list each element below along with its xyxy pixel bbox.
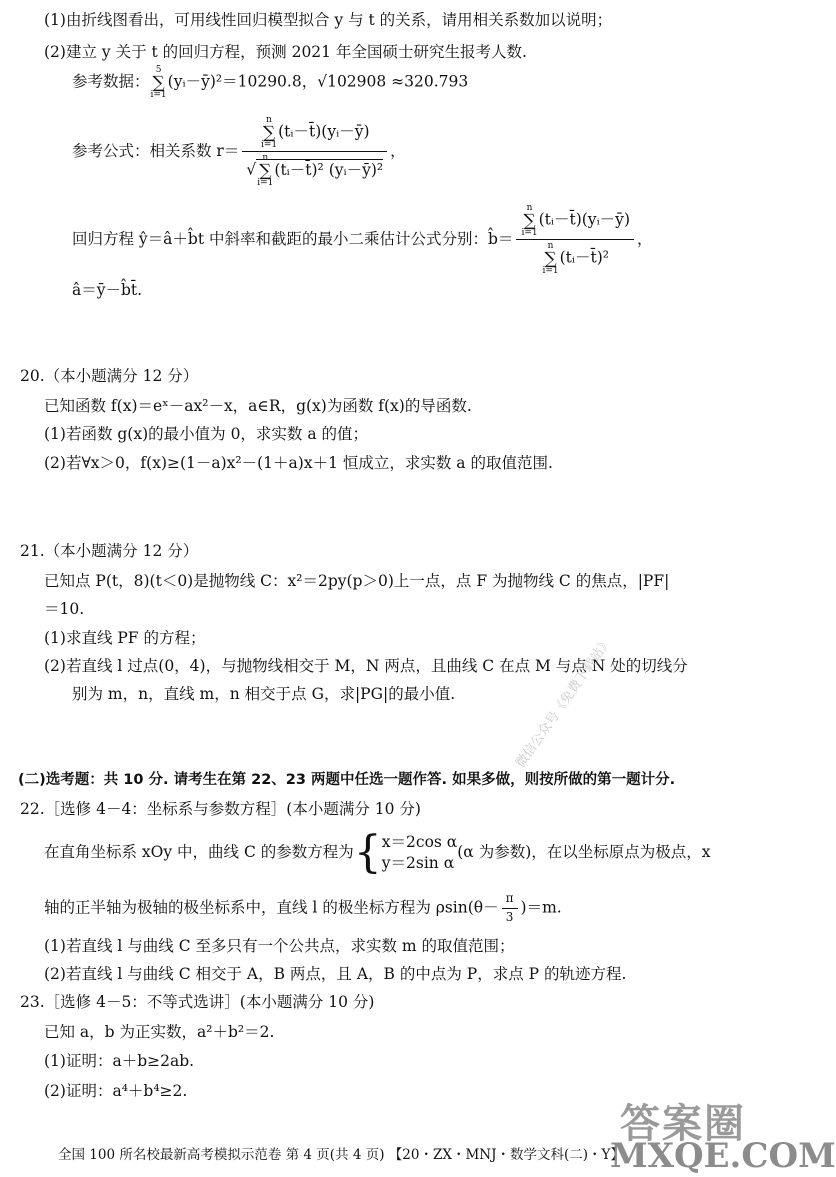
brace-symbol: {: [353, 827, 382, 878]
q21-line3: (1)求直线 PF 的方程；: [44, 629, 206, 647]
q22-line1-pre: 在直角坐标系 xOy 中，曲线 C 的参数方程为: [44, 843, 354, 862]
pi-numerator: π: [502, 892, 518, 909]
q22-line1: [44, 827, 711, 878]
q23-line2: (1)证明：a＋b≥2ab.: [44, 1052, 195, 1070]
b-numerator: (tᵢ－t̄)(yᵢ－ȳ): [538, 210, 630, 229]
ref-data-label: 参考数据：: [72, 72, 150, 91]
q22-line2-post: )＝m.: [520, 898, 562, 917]
param-eq-y: y＝2sin α: [381, 854, 455, 872]
q23-line3: (2)证明：a⁴＋b⁴≥2.: [44, 1082, 188, 1100]
q23-heading: 23.［选修 4－5：不等式选讲］(本小题满分 10 分): [20, 993, 375, 1011]
watermark-text: 微信公众号《免费下载站》: [513, 634, 616, 771]
regression-text: 回归方程 ŷ＝â＋b̂t 中斜率和截距的最小二乘估计公式分别：b̂＝: [72, 229, 514, 248]
q21-line1: 已知点 P(t，8)(t＜0)是抛物线 C：x²＝2py(p＞0)上一点，点 F 为抛物线 C 的焦点，|PF|: [44, 572, 670, 590]
q21-heading: 21.（本小题满分 12 分）: [20, 542, 199, 560]
parametric-system: [382, 832, 457, 874]
q19-part2: (2)建立 y 关于 t 的回归方程，预测 2021 年全国硕士研究生报考人数.: [44, 43, 527, 61]
q21-line2: ＝10.: [44, 600, 85, 618]
correlation-fraction: n ∑ i=1 (tᵢ－t̄)(yᵢ－ȳ) √ n ∑ i=1 (tᵢ－t̄)² (yᵢ－ȳ)²: [242, 116, 387, 187]
q20-heading: 20.（本小题满分 12 分）: [20, 367, 199, 385]
q19-reference-formula: 参考公式：相关系数 r＝ n ∑ i=1 (tᵢ－t̄)(yᵢ－ȳ) √ n ∑ i=1 (tᵢ－t̄)² (yᵢ－ȳ)² ，: [72, 115, 406, 188]
pi-over-3: [502, 892, 518, 925]
q22-heading: 22.［选修 4－4：坐标系与参数方程］(本小题满分 10 分): [20, 800, 421, 818]
q22-line1-post: (α 为参数)，在以坐标原点为极点，x: [457, 843, 711, 862]
q22-line2: [44, 892, 562, 925]
elective-heading: (二)选考题：共 10 分. 请考生在第 22、23 两题中任选一题作答. 如果多做，则按所做的第一题计分.: [18, 772, 676, 788]
q19-part1: (1)由折线图看出，可用线性回归模型拟合 y 与 t 的关系，请用相关系数加以说明；: [44, 11, 613, 29]
q20-line2: (1)若函数 g(x)的最小值为 0，求实数 a 的值；: [44, 425, 369, 443]
q21-line5: 别为 m，n，直线 m，n 相交于点 G，求|PG|的最小值.: [72, 685, 456, 703]
q19-regression-formula: 回归方程 ŷ＝â＋b̂t 中斜率和截距的最小二乘估计公式分别：b̂＝ n ∑ i=1 (tᵢ－t̄)(yᵢ－ȳ) n ∑ i=1 (tᵢ－t̄)² ，: [72, 203, 653, 276]
q22-line2-pre: 轴的正半轴为极轴的极坐标系中，直线 l 的极坐标方程为 ρsin(θ－: [44, 898, 499, 917]
q22-line3: (1)若直线 l 与曲线 C 至多只有一个公共点，求实数 m 的取值范围；: [44, 937, 515, 955]
site-logo-url: MXQE.COM: [610, 1136, 836, 1176]
q20-line3: (2)若∀x＞0，f(x)≥(1－a)x²－(1＋a)x＋1 恒成立，求实数 a 的取值范围.: [44, 454, 553, 472]
sigma-symbol: 5 ∑ i=1: [150, 65, 167, 100]
site-logo: 答案圈: [620, 1100, 746, 1147]
ref-data-expr: (yᵢ－ȳ)²＝10290.8，√102908 ≈320.793: [167, 72, 469, 91]
b-denominator: (tᵢ－t̄)²: [559, 248, 609, 267]
q19-reference-data: [72, 66, 468, 99]
param-eq-x: x＝2cos α: [381, 833, 458, 852]
r-numerator: (tᵢ－t̄)(yᵢ－ȳ): [278, 122, 370, 141]
q22-line4: (2)若直线 l 与曲线 C 相交于 A，B 两点，且 A，B 的中点为 P，求点 P 的轨迹方程.: [44, 965, 627, 983]
pi-denominator: 3: [505, 909, 514, 924]
q21-line4: (2)若直线 l 过点(0，4)，与抛物线相交于 M，N 两点，且曲线 C 在点 M 与点 N 处的切线分: [44, 657, 688, 675]
slope-fraction: n ∑ i=1 (tᵢ－t̄)(yᵢ－ȳ) n ∑ i=1 (tᵢ－t̄)²: [516, 204, 634, 275]
ref-formula-label: 参考公式：相关系数 r＝: [72, 141, 240, 160]
q19-intercept-formula: â＝ȳ－b̂t̄.: [72, 281, 143, 299]
r-denominator: (tᵢ－t̄)² (yᵢ－ȳ)²: [274, 160, 384, 179]
q23-line1: 已知 a，b 为正实数，a²＋b²＝2.: [44, 1023, 275, 1041]
page-footer: 全国 100 所名校最新高考模拟示范卷 第 4 页(共 4 页) 【20・ZX・MNJ・数学文科(二)・Y】: [58, 1147, 624, 1163]
q20-line1: 已知函数 f(x)＝eˣ－ax²－x，a∈R，g(x)为函数 f(x)的导函数.: [44, 397, 472, 415]
